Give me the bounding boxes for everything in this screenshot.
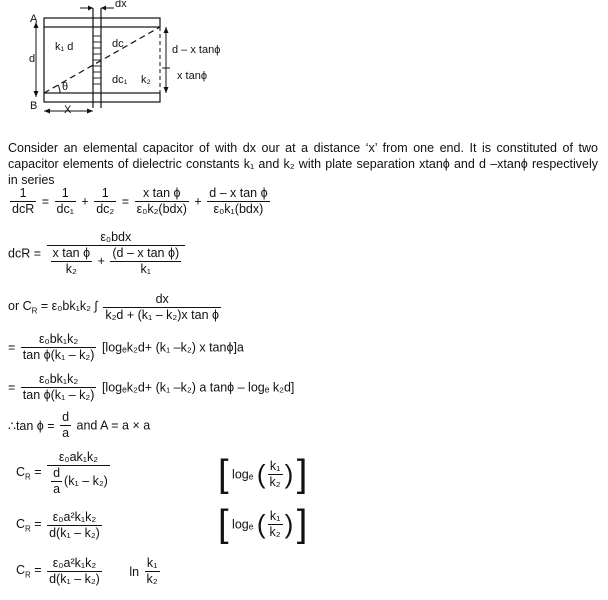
description-paragraph: Consider an elemental capacitor of with dx our at a distance ‘x’ from one end. It is constituted of two capacitor elements of dielectric constants k₁ and k₂ with plate separation xtanϕ and d –xtanϕ respectively in series [8,141,598,187]
label-d-minus-xtan: d – x tanϕ [172,44,221,56]
label-X: X [64,104,72,116]
equation-4: = $\frac{\text{ε₀bk₁k₂}}{\text{tan ϕ(k₁ – k₂)}}$ [logₑk₂d+ (k₁ –k₂) x tanϕ]a [8,332,244,362]
label-d: d [29,53,36,65]
equation-1: $\frac{1}{\text{dcR}}$ = $\frac{1}{\text{dc₁}}$ + $\frac{1}{\text{dc₂}}$ = $\frac{\text{x tan ϕ}}{\text{ε₀k₂(bdx)}}$ + $\frac{\text{d – x tan ϕ}}{\text{ε₀k₁(bdx)}}$ [12,186,268,216]
equation-9: $C_R$ = $\frac{\text{ε₀a²k₁k₂}}{\text{d(k₁ – k₂)}}$ ln $\frac{\text{k₁}}{\text{k₂}}$ [16,556,158,586]
equation-8: $C_R$ = $\frac{\text{ε₀a²k₁k₂}}{\text{d(k₁ – k₂)}}$ [16,510,100,540]
equation-6: ∴tan ϕ = $\frac{d}{a}$ and A = a × a [8,410,151,440]
top-plate [44,18,160,27]
equation-2: dcR = ε₀bdx $\frac{\text{x tan ϕ}}{\text{k₂}}$ + $\frac{\text{(d – x tan ϕ)}}{\text{k₁}}$ [8,230,187,277]
bottom-plate [44,93,160,102]
label-dc: dc [112,38,124,50]
equation-7-log: [ logₑ ( $\frac{\text{k₁}}{\text{k₂}}$ ) ] [218,453,308,495]
equation-8-log: [ logₑ ( $\frac{\text{k₁}}{\text{k₂}}$ ) ] [218,503,308,545]
equation-3: or $C_R = \varepsilon_0bk_1k_2$ ∫ $\frac{dx}{\text{k₂d + (k₁ – k₂)x tan ϕ}}$ [8,292,219,322]
capacitor-diagram [0,0,300,125]
label-A: A [30,13,38,25]
label-dc1: dc₁ [112,74,128,86]
label-B: B [30,100,38,112]
equation-5: = $\frac{\text{ε₀bk₁k₂}}{\text{tan ϕ(k₁ – k₂)}}$ [logₑk₂d+ (k₁ –k₂) a tanϕ – logₑ k₂d] [8,372,295,402]
equation-7: $C_R$ = ε₀ak₁k₂ $\frac{d}{a}$ (k₁ – k₂) [16,450,108,496]
label-xtan: x tanϕ [177,70,208,82]
label-dx: dx [115,0,127,10]
label-theta: θ [62,81,69,93]
label-k2: k₂ [141,74,151,86]
label-k1d: k₁ d [55,41,74,53]
